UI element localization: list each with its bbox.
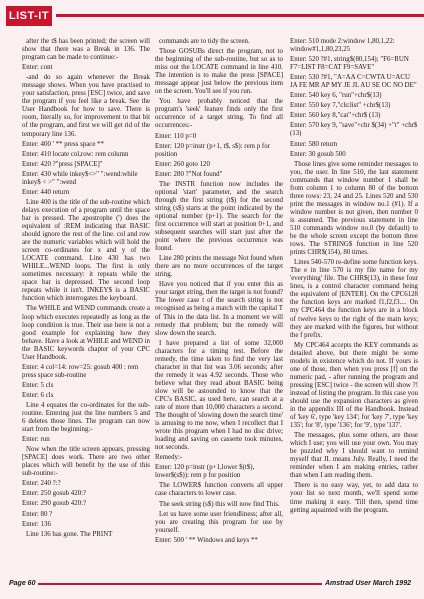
code-line: Enter: 110 p=0 bbox=[155, 132, 197, 140]
paragraph: The LOWER$ function converts all upper case characters to lower case. bbox=[155, 482, 283, 498]
list-it-logo: LIST-IT bbox=[6, 6, 52, 26]
code-line: Enter: 120 p=instr (p+1, t$, s$): rem p for position bbox=[155, 142, 270, 158]
code-line: Enter: 400 ' ** press space ** bbox=[22, 140, 104, 148]
code-line: Enter: 5 cls bbox=[22, 381, 54, 389]
code-line: Enter: 510 mode 2:window 1,80,1,22: window#1,1,80,23,25 bbox=[290, 38, 395, 54]
paragraph: You have probably noticed that the program's 'seek' feature finds only the first occurrence of a target string. To find all occurrences:- bbox=[155, 98, 283, 130]
code-line: Remedy:- bbox=[155, 454, 183, 462]
paragraph: I have prepared a list of some 32,000 characters for a timing test. Before the remedy, the time taken to find the very last character in that list was 3.06 seconds; after the remedy it was 4.92 seconds. Those who believe what they read about BASIC being slow will be astounded to know that the CPC's BASIC, as used here, can search at a rate of more than 10,000 characters a second. The thought of 'slowing down the search time' is amusing to me now, when I recollect that I wrote this program when I had no disc drive; loading and saving on cassette took minutes, not seconds. bbox=[155, 339, 283, 452]
paragraph: Lines 540-570 re-define some function keys. The e in line 570 is my file name for my 'everything' file. The CHR$(13), in these four lines, is a control character command being the equivalent of [ENTER]. On the CPC6128 the function keys are marked f1,f2,f3.... On my CPC464 the function keys are in a block of twelve keys to the right of the main keys; they are marked with the figures, but without the f prefix. bbox=[290, 259, 418, 339]
paragraph: Line 280 prints the message Not found when there are no more occurrences of the target string. bbox=[155, 255, 283, 279]
paragraph: The INSTR function now includes the optional 'start' parameter, and the search through the first string (t$) for the second string (s$) starts at the point indicated by the optional number (p+1). The search for the first occurrence will start at position 0+1, and subsequent searches will start just after the point where the previous occurrence was found. bbox=[155, 180, 283, 253]
paragraph: There is no easy way, yet, to add data to your list so next month, we'll spend some time making it easy. 'Till then, spend time getting aquainted with the program. bbox=[290, 482, 418, 514]
paragraph: Line 400 is the title of the sub-routine which delays execution of a program until the space bar is pressed. The apostrophe (') does the equivalent of :REM indicating that BASIC should ignore the rest of the line. col and row are the numeric variables which will hold the screen co-ordinates for x and y of the LOCATE command. Line 430 has two WHILE...WEND loops. The first is only sometimes necessary: it repeats while the space bar is depressed. The second loop repeats while it isn't. INKEY$ is a BASIC function which interrogates the keyboard. bbox=[22, 198, 150, 303]
code-line: Enter: 6 cls bbox=[22, 391, 54, 399]
page-footer bbox=[0, 578, 424, 594]
code-line: Enter: 280 ?"Not found" bbox=[155, 170, 223, 178]
code-line: Enter: 430 while inkey$<>" ":wend:while inkey$ < >" ":wend bbox=[22, 170, 138, 186]
code-line: Enter: 260 goto 120 bbox=[155, 160, 210, 168]
code-line: Enter: 540 key 6, "run"+chr$(13) bbox=[290, 92, 382, 100]
code-line: Enter: 550 key 7,"cls:list" +chr$(13) bbox=[290, 102, 391, 110]
code-line: Enter: 120 p=instr (p+1,lower $(t$), lower$(s$)): rem p for position bbox=[155, 464, 255, 480]
code-line: Enter: run bbox=[22, 436, 50, 444]
paragraph: The seek string (s$) this will now find This. bbox=[159, 500, 280, 508]
paragraph: The messages, plus some others, are those which I use; you will use your own. You may be puzzled why I should want to remind myself that JL means July. Really, I need the reminder when I am making entries, rather than when I am reading them. bbox=[290, 432, 418, 480]
page-header bbox=[6, 6, 424, 28]
paragraph: Line 4 equates the co-ordinates for the sub-routine. Entering just the line numbers 5 and 6 deletes those lines. The program can now start from the beginning:- bbox=[22, 401, 150, 434]
code-line: Enter: 4 col=14: row=25: gosub 400 : rem press space sub-routine bbox=[22, 363, 139, 379]
article-column-1 bbox=[22, 38, 150, 572]
paragraph: Those GOSUBs direct the program, not to the beginning of the sub-routine, but so as to miss out the LOCATE command in line 410. The intention is to make the press [SPACE] message appear just below the previous item on the screen. You'll see if you run. bbox=[155, 48, 283, 96]
article-column-3 bbox=[290, 38, 418, 572]
paragraph: commands are to tidy the screen. bbox=[159, 38, 250, 45]
code-line: Enter: 520 ?#1, string$(80,154); "F6=RUN F7=LIST F8=CAT F9=SAVE" bbox=[290, 56, 409, 72]
page-number: Page 60 bbox=[6, 580, 38, 587]
code-line: Enter: 500 ' ** Windows and keys ** bbox=[155, 536, 258, 544]
code-line: Enter: 410 locate col,row: rem column bbox=[22, 150, 129, 158]
code-line: Enter: 560 key 8,"cat"+chr$ (13) bbox=[290, 112, 381, 120]
code-line: Enter: 440 return bbox=[22, 188, 70, 196]
magazine-issue: Amstrad User March 1992 bbox=[322, 580, 414, 587]
code-line: Enter: cont bbox=[22, 64, 53, 72]
article-column-2 bbox=[155, 38, 283, 572]
paragraph: Now when the title screen appears, pressing [SPACE] does work. There are two other places which will benefit by the use of this sub-routine:- bbox=[22, 446, 150, 478]
paragraph: after the t$ has been printed; the screen will show that there was a Break in 136. The program can be made to continue:- bbox=[22, 38, 150, 62]
paragraph: The WHILE and WEND commands create a loop which executes repeatedly as long as the loop condition is true. Their use here is not a good example for explaining how they behave. Have a look at WHILE and WEND in the BASIC keywords chapter of your CPC User Handbook. bbox=[22, 305, 150, 361]
code-line: Enter: 30 gosub 500 bbox=[290, 150, 346, 158]
code-line: Enter: 290 gosub 420:? bbox=[22, 500, 87, 508]
code-line: Enter: 240 ?:? bbox=[22, 480, 61, 488]
code-line: Enter: 420 ?"press [SPACE]" bbox=[22, 160, 103, 168]
code-line: Enter: 530 ?#1, "A=AA C=CWTA U=ACU JA FE MR AP MY JE JL AU SE OC NO DE" bbox=[290, 74, 417, 90]
code-line: Enter: 80 ? bbox=[22, 510, 53, 518]
paragraph: -and do so again whenever the Break message shows. When you have practised to your satisfaction, press [ESC] twice, and save the program if you feel like a break. See the User Handbook for how to save. There is room, literally so, for improvement to that bit of the program, and first we will get rid of the temporary line 136. bbox=[22, 74, 150, 138]
paragraph: Line 136 has gone. The PRINT bbox=[26, 530, 113, 538]
paragraph: Let us have some user friendliness; after all, you are creating this program for use by yourself. bbox=[155, 510, 283, 534]
paragraph: Have you noticed that if you enter this as your target string, then the target is not found? The lower case t of the search string is not recognised as being a match with the capital T of This in the data list. In a moment we will remedy that problem; but the remedy will slow down the search. bbox=[155, 281, 283, 337]
header-rule bbox=[56, 14, 424, 17]
paragraph: Those lines give some reminder messages to you, the user. In line 510, the last statement commands that window number 1 shall be from column 1 to column 80 of the bottom three rows: 23, 24 and 25. Lines 520 and 530 print the messages in window no.1 (#1). If a window number is not given, then number 0 is assumed. The previous statement in line 510 commands window no.0 (by default) to be the whole screen except the bottom three rows. The STRING$ function in line 520 prints CHR$(154), 80 times. bbox=[290, 160, 418, 257]
code-line: Enter: 570 key 9, "save"+chr $(34) +"t" +chr$ (13) bbox=[290, 122, 418, 138]
code-line: Enter: 250 gosub 420:? bbox=[22, 490, 87, 498]
code-line: Enter: 136 bbox=[22, 520, 51, 528]
paragraph: My CPC464 accepts the KEY commands as detailed above, but there might be some models in existence which do not. If yours is one of those, then when you press [f] on the numeric pad, - after running the program and pressing [ESC] twice - the screen will show ?! instead of listing the program. In this case you should use the expansion characters as given in the appendix III of the Handbook. Instead of 'key 6', type 'key 134'; for 'key 7', type 'key 135'; for '8', type '136'; for '9', type '137'. bbox=[290, 341, 418, 430]
code-line: Enter: 580 return bbox=[290, 140, 338, 148]
